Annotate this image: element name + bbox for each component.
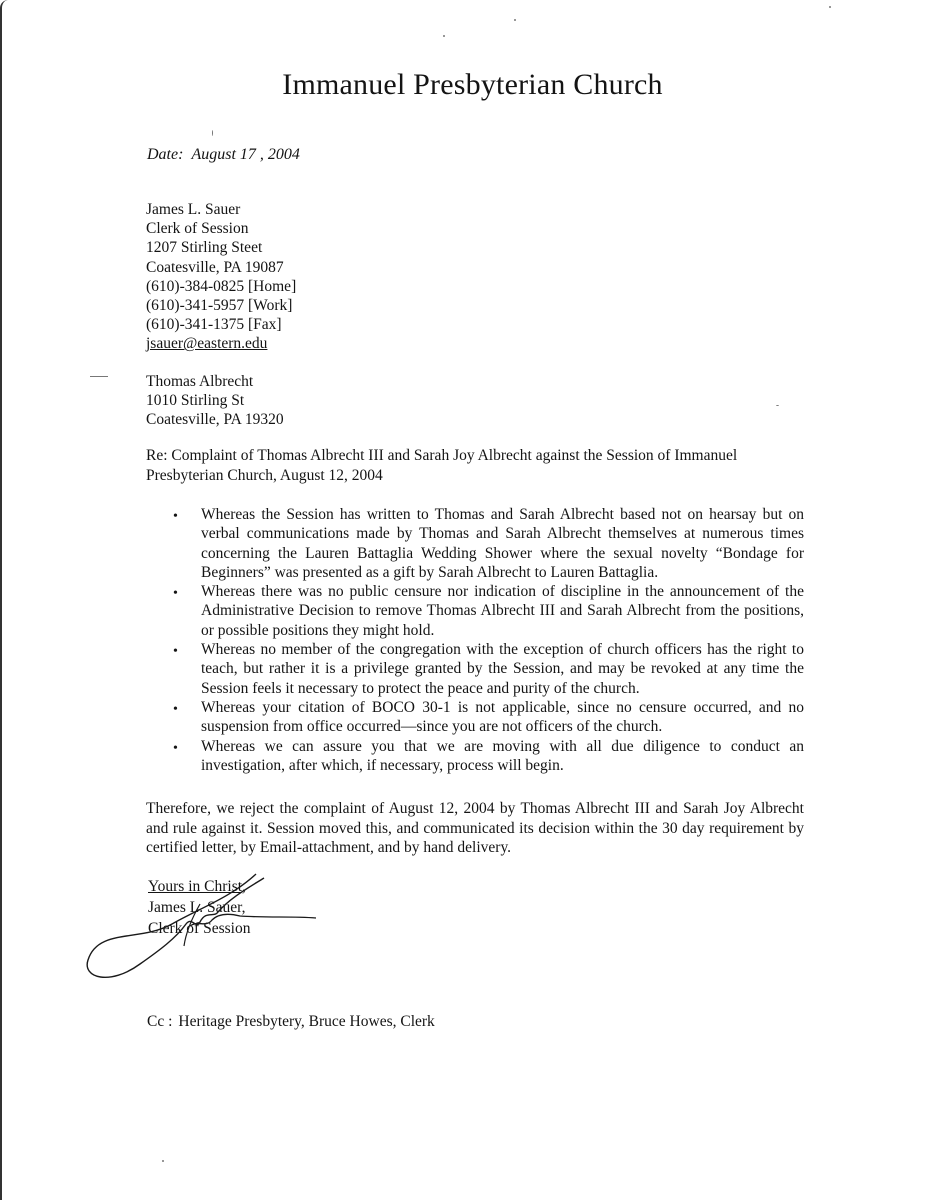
page-edge <box>0 0 8 1200</box>
date-label: Date: <box>147 146 184 163</box>
sender-email: jsauer@eastern.edu <box>146 335 268 353</box>
whereas-clauses <box>170 505 804 775</box>
scan-speck <box>776 405 779 406</box>
letterhead-title: Immanuel Presbyterian Church <box>282 68 663 101</box>
date-line <box>147 146 300 164</box>
recipient-name: Thomas Albrecht <box>146 373 254 390</box>
date-value: August 17 , 2004 <box>191 146 300 163</box>
clause-item: • Whereas no member of the congregation with the exception of church officers has the right to teach, but rather it is a privilege granted by the Session, and may be revoked at any time the Session feels it necessary to protect the peace and purity of the church. <box>170 640 804 698</box>
sender-title: Clerk of Session <box>146 220 249 238</box>
sender-name: James L. Sauer <box>146 201 241 218</box>
sender-street: 1207 Stirling Steet <box>146 239 263 257</box>
recipient-address-block <box>146 372 284 430</box>
subject-line: Re: Complaint of Thomas Albrecht III and Sarah Joy Albrecht against the Session of Immanuel Presbyterian Church, August 12, 2004 <box>146 447 738 484</box>
conclusion-paragraph: Therefore, we reject the complaint of August 12, 2004 by Thomas Albrecht III and Sarah Joy Albrecht and rule against it. Session moved this, and communicated its decision within the 30 day requirement by certified letter, by Email-attachment, and by hand delivery. <box>146 800 804 856</box>
clause-item: • Whereas your citation of BOCO 30-1 is not applicable, since no censure occurred, and no suspension from office occurred—since you are not officers of the church. <box>170 698 804 737</box>
sender-city: Coatesville, PA 19087 <box>146 258 284 276</box>
scan-speck <box>829 6 831 8</box>
signer-name: James L. Sauer, <box>148 899 246 916</box>
recipient-street: 1010 Stirling St <box>146 392 245 410</box>
clause-item: • Whereas the Session has written to Thomas and Sarah Albrecht based not on hearsay but on verbal communications made by Thomas and Sarah Albrecht themselves at numerous times concerning the Lauren Battaglia Wedding Shower where the sexual novelty “Bondage for Beginners” was presented as a gift by Sarah Albrecht to Lauren Battaglia. <box>170 505 804 582</box>
cc-line <box>147 1013 435 1031</box>
scan-speck <box>514 19 516 21</box>
clause-item: • Whereas there was no public censure nor indication of discipline in the announcement of the Administrative Decision to remove Thomas Albrecht III and Sarah Albrecht from the positions, or possible positions they might hold. <box>170 582 804 640</box>
closing-phrase: Yours in Christ, <box>148 878 246 895</box>
sender-address-block <box>146 200 296 354</box>
clause-item: • Whereas we can assure you that we are moving with all due diligence to conduct an investigation, after which, if necessary, process will begin. <box>170 737 804 776</box>
sender-phone-home: (610)-384-0825 [Home] <box>146 277 297 295</box>
handwritten-signature <box>80 868 330 988</box>
signer-title: Clerk of Session <box>148 920 251 937</box>
cc-value: Heritage Presbytery, Bruce Howes, Clerk <box>178 1013 435 1030</box>
cc-label: Cc : <box>147 1013 173 1030</box>
scan-speck <box>443 35 445 37</box>
recipient-city: Coatesville, PA 19320 <box>146 411 284 429</box>
sender-fax: (610)-341-1375 [Fax] <box>146 316 282 334</box>
scan-speck <box>90 376 108 377</box>
scan-speck <box>162 1160 164 1162</box>
sender-phone-work: (610)-341-5957 [Work] <box>146 297 293 315</box>
scan-speck <box>212 130 213 136</box>
